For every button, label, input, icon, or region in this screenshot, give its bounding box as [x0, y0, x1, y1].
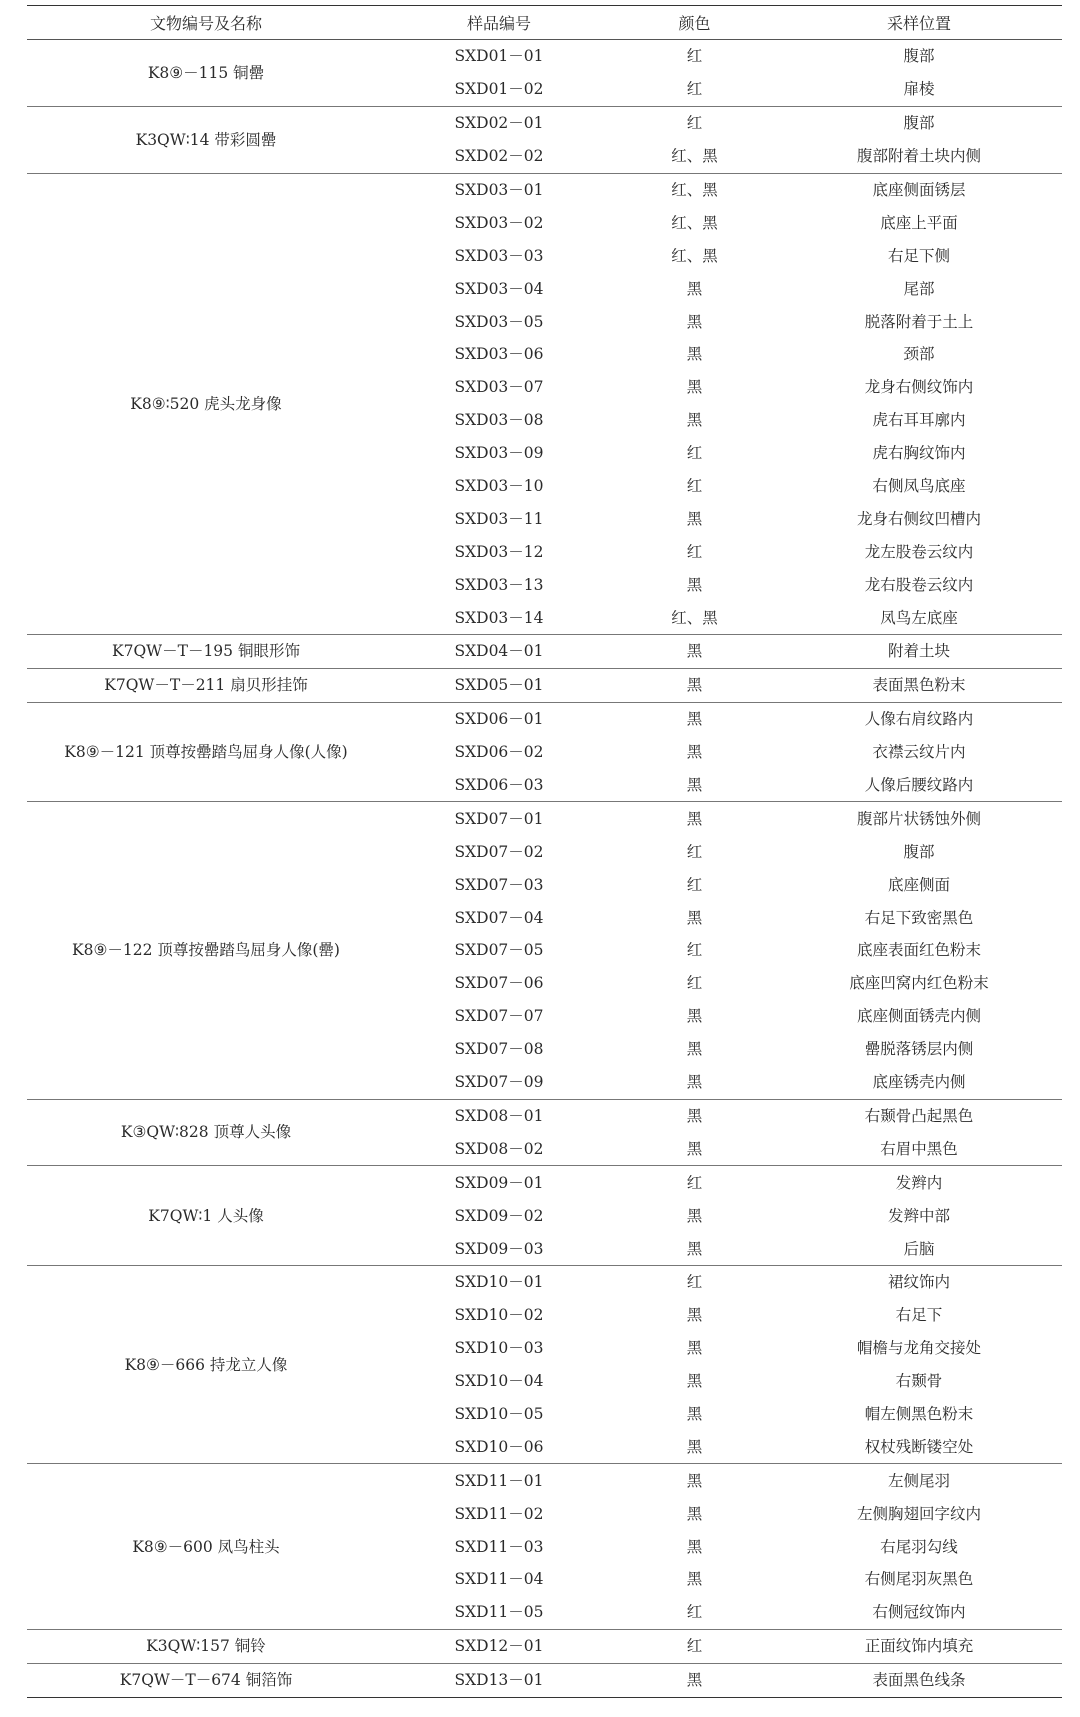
- color-cell: 黑: [686, 1073, 703, 1092]
- sample-id-cell: SXD11－05: [454, 1603, 544, 1622]
- location-cell: 底座侧面锈层: [776, 173, 1062, 206]
- color-cell: 黑: [686, 908, 703, 927]
- color-cell: 黑: [613, 668, 776, 702]
- table-row: [27, 1166, 1062, 1199]
- color-cell: 黑: [686, 1040, 703, 1059]
- location-cell: 右尾羽勾线: [880, 1537, 958, 1556]
- color-cell: 黑: [686, 1007, 703, 1026]
- sample-id-cell: SXD10－06: [454, 1437, 544, 1456]
- sample-id-cell: SXD03－06: [454, 345, 544, 364]
- location-cell: 底座侧面: [887, 875, 950, 894]
- location-cell: 右侧凤鸟底座: [872, 477, 966, 496]
- table-row: [27, 1629, 1062, 1663]
- sample-id-cell: SXD03－01: [385, 173, 613, 206]
- color-cell: 黑: [686, 575, 703, 594]
- table-row: [27, 40, 1062, 73]
- sample-id-cell: SXD01－01: [385, 40, 613, 73]
- color-cell: 红、黑: [671, 246, 718, 265]
- location-cell: 人像后腰纹路内: [864, 776, 974, 795]
- location-cell: 龙左股卷云纹内: [864, 542, 974, 561]
- table-row: [27, 173, 1062, 206]
- color-cell: 红: [686, 875, 703, 894]
- location-cell: 左侧尾羽: [776, 1464, 1062, 1497]
- color-cell: 黑: [686, 1504, 703, 1523]
- sample-id-cell: SXD03－05: [454, 312, 544, 331]
- table-row: [27, 702, 1062, 735]
- location-cell: 裙纹饰内: [776, 1265, 1062, 1298]
- location-cell: 发辫内: [776, 1166, 1062, 1199]
- color-cell: 黑: [686, 776, 703, 795]
- artifact-name-cell: K③QW∶828 顶尊人头像: [27, 1099, 385, 1166]
- color-cell: 黑: [686, 1206, 703, 1225]
- table-body: [27, 40, 1062, 1698]
- color-cell: 黑: [613, 635, 776, 669]
- artifact-name-cell: K8⑨－121 顶尊按罍踏鸟屈身人像(人像): [27, 702, 385, 802]
- location-cell: 左侧胸翅回字纹内: [856, 1504, 981, 1523]
- sample-id-cell: SXD06－02: [454, 743, 544, 762]
- color-cell: 黑: [686, 1372, 703, 1391]
- sample-id-cell: SXD03－02: [454, 213, 544, 232]
- color-cell: 黑: [686, 1239, 703, 1258]
- location-cell: 腹部: [776, 106, 1062, 139]
- location-cell: 脱落附着于土上: [864, 312, 974, 331]
- sample-id-cell: SXD03－13: [454, 575, 544, 594]
- color-cell: 黑: [686, 279, 703, 298]
- table-row: [27, 635, 1062, 669]
- color-cell: 红: [613, 1166, 776, 1199]
- table-row: [27, 668, 1062, 702]
- color-cell: 红: [613, 1629, 776, 1663]
- location-cell: 虎右耳耳廓内: [872, 411, 966, 430]
- sample-id-cell: SXD03－09: [454, 444, 544, 463]
- sample-id-cell: SXD10－02: [454, 1306, 544, 1325]
- color-cell: 红、黑: [671, 213, 718, 232]
- color-cell: 红: [613, 40, 776, 73]
- location-cell: 右颞骨凸起黑色: [776, 1099, 1062, 1132]
- color-cell: 黑: [686, 1139, 703, 1158]
- sample-id-cell: SXD06－01: [385, 702, 613, 735]
- sample-table-wrapper: [27, 5, 1062, 1698]
- sample-id-cell: SXD07－03: [454, 875, 544, 894]
- location-cell: 腹部附着土块内侧: [856, 147, 981, 166]
- color-cell: 黑: [686, 1437, 703, 1456]
- sample-id-cell: SXD07－01: [385, 802, 613, 835]
- color-cell: 黑: [686, 1306, 703, 1325]
- sample-id-cell: SXD11－03: [454, 1537, 544, 1556]
- sample-table: [27, 5, 1062, 1698]
- sample-id-cell: SXD13－01: [385, 1663, 613, 1697]
- sample-id-cell: SXD10－05: [454, 1404, 544, 1423]
- location-cell: 人像右肩纹路内: [776, 702, 1062, 735]
- artifact-name-cell: K8⑨∶520 虎头龙身像: [27, 173, 385, 634]
- sample-id-cell: SXD11－01: [385, 1464, 613, 1497]
- color-cell: 黑: [686, 1404, 703, 1423]
- color-cell: 黑: [613, 702, 776, 735]
- color-cell: 黑: [686, 743, 703, 762]
- color-cell: 黑: [686, 345, 703, 364]
- color-cell: 红: [686, 842, 703, 861]
- color-cell: 黑: [686, 378, 703, 397]
- artifact-name-cell: K3QW∶14 带彩圆罍: [27, 106, 385, 173]
- sample-id-cell: SXD07－04: [454, 908, 544, 927]
- location-cell: 底座表面红色粉末: [856, 941, 981, 960]
- sample-id-cell: SXD07－05: [454, 941, 544, 960]
- location-cell: 扉棱: [903, 80, 935, 99]
- sample-id-cell: SXD02－02: [454, 147, 544, 166]
- sample-id-cell: SXD12－01: [385, 1629, 613, 1663]
- color-cell: 红: [613, 106, 776, 139]
- location-cell: 底座侧面锈壳内侧: [856, 1007, 981, 1026]
- location-cell: 尾部: [903, 279, 935, 298]
- sample-id-cell: SXD07－02: [454, 842, 544, 861]
- location-cell: 龙身右侧纹凹槽内: [856, 509, 981, 528]
- table-header: [27, 6, 1062, 40]
- color-cell: 黑: [613, 802, 776, 835]
- location-cell: 右眉中黑色: [880, 1139, 958, 1158]
- sample-id-cell: SXD06－03: [454, 776, 544, 795]
- sample-id-cell: SXD07－07: [454, 1007, 544, 1026]
- location-cell: 右足下致密黑色: [864, 908, 974, 927]
- location-cell: 底座锈壳内侧: [872, 1073, 966, 1092]
- sample-id-cell: SXD03－04: [454, 279, 544, 298]
- sample-id-cell: SXD07－09: [454, 1073, 544, 1092]
- location-cell: 颈部: [903, 345, 935, 364]
- color-cell: 红、黑: [671, 147, 718, 166]
- location-cell: 底座凹窝内红色粉末: [849, 974, 989, 993]
- location-cell: 衣襟云纹片内: [872, 743, 966, 762]
- location-cell: 罍脱落锈层内侧: [864, 1040, 974, 1059]
- artifact-name-cell: K7QW－T－674 铜箔饰: [27, 1663, 385, 1697]
- sample-id-cell: SXD09－02: [454, 1206, 544, 1225]
- location-cell: 正面纹饰内填充: [776, 1629, 1062, 1663]
- sample-id-cell: SXD04－01: [385, 635, 613, 669]
- color-cell: 黑: [686, 411, 703, 430]
- color-cell: 黑: [686, 509, 703, 528]
- color-cell: 红: [686, 941, 703, 960]
- location-cell: 腹部片状锈蚀外侧: [776, 802, 1062, 835]
- sample-id-cell: SXD09－01: [385, 1166, 613, 1199]
- color-cell: 红: [613, 1265, 776, 1298]
- color-cell: 黑: [613, 1663, 776, 1697]
- location-cell: 龙右股卷云纹内: [864, 575, 974, 594]
- color-cell: 黑: [613, 1464, 776, 1497]
- location-cell: 底座上平面: [880, 213, 958, 232]
- artifact-name-cell: K8⑨－122 顶尊按罍踏鸟屈身人像(罍): [27, 802, 385, 1099]
- sample-id-cell: SXD03－14: [454, 608, 544, 627]
- color-cell: 黑: [686, 1537, 703, 1556]
- location-cell: 右侧尾羽灰黑色: [864, 1570, 974, 1589]
- location-cell: 权杖残断镂空处: [864, 1437, 974, 1456]
- color-cell: 红: [686, 80, 703, 99]
- sample-id-cell: SXD10－01: [385, 1265, 613, 1298]
- location-cell: 后脑: [903, 1239, 935, 1258]
- header-color: 颜色: [613, 6, 776, 40]
- sample-id-cell: SXD09－03: [454, 1239, 544, 1258]
- header-sample-id: 样品编号: [385, 6, 613, 40]
- sample-id-cell: SXD02－01: [385, 106, 613, 139]
- table-row: [27, 1265, 1062, 1298]
- sample-id-cell: SXD03－12: [454, 542, 544, 561]
- sample-id-cell: SXD08－02: [454, 1139, 544, 1158]
- sample-id-cell: SXD07－06: [454, 974, 544, 993]
- location-cell: 右颞骨: [895, 1372, 943, 1391]
- color-cell: 红: [686, 542, 703, 561]
- location-cell: 右侧冠纹饰内: [872, 1603, 966, 1622]
- color-cell: 黑: [686, 1339, 703, 1358]
- color-cell: 红: [686, 974, 703, 993]
- color-cell: 黑: [686, 312, 703, 331]
- location-cell: 表面黑色粉末: [776, 668, 1062, 702]
- sample-id-cell: SXD07－08: [454, 1040, 544, 1059]
- sample-id-cell: SXD08－01: [385, 1099, 613, 1132]
- sample-id-cell: SXD10－03: [454, 1339, 544, 1358]
- location-cell: 龙身右侧纹饰内: [864, 378, 974, 397]
- sample-id-cell: SXD03－11: [454, 509, 544, 528]
- sample-id-cell: SXD03－07: [454, 378, 544, 397]
- sample-id-cell: SXD10－04: [454, 1372, 544, 1391]
- color-cell: 黑: [613, 1099, 776, 1132]
- artifact-name-cell: K7QW－T－211 扇贝形挂饰: [27, 668, 385, 702]
- artifact-name-cell: K8⑨－600 凤鸟柱头: [27, 1464, 385, 1629]
- color-cell: 黑: [686, 1570, 703, 1589]
- artifact-name-cell: K3QW∶157 铜铃: [27, 1629, 385, 1663]
- location-cell: 发辫中部: [887, 1206, 950, 1225]
- sample-id-cell: SXD03－08: [454, 411, 544, 430]
- table-row: [27, 106, 1062, 139]
- location-cell: 腹部: [776, 40, 1062, 73]
- location-cell: 表面黑色线条: [776, 1663, 1062, 1697]
- color-cell: 红: [686, 1603, 703, 1622]
- location-cell: 凤鸟左底座: [880, 608, 958, 627]
- sample-id-cell: SXD03－03: [454, 246, 544, 265]
- color-cell: 红、黑: [613, 173, 776, 206]
- table-row: [27, 1663, 1062, 1697]
- location-cell: 附着土块: [776, 635, 1062, 669]
- location-cell: 腹部: [903, 842, 935, 861]
- location-cell: 帽檐与龙角交接处: [856, 1339, 981, 1358]
- color-cell: 红: [686, 477, 703, 496]
- color-cell: 红: [686, 444, 703, 463]
- artifact-name-cell: K7QW－T－195 铜眼形饰: [27, 635, 385, 669]
- header-location: 采样位置: [776, 6, 1062, 40]
- table-row: [27, 802, 1062, 835]
- header-artifact: 文物编号及名称: [27, 6, 385, 40]
- location-cell: 帽左侧黑色粉末: [864, 1404, 974, 1423]
- artifact-name-cell: K7QW∶1 人头像: [27, 1166, 385, 1266]
- header-row: [27, 6, 1062, 40]
- table-row: [27, 1099, 1062, 1132]
- table-row: [27, 1464, 1062, 1497]
- color-cell: 红、黑: [671, 608, 718, 627]
- sample-id-cell: SXD03－10: [454, 477, 544, 496]
- sample-id-cell: SXD11－02: [454, 1504, 544, 1523]
- artifact-name-cell: K8⑨－666 持龙立人像: [27, 1265, 385, 1463]
- sample-id-cell: SXD11－04: [454, 1570, 544, 1589]
- sample-id-cell: SXD05－01: [385, 668, 613, 702]
- sample-id-cell: SXD01－02: [454, 80, 544, 99]
- artifact-name-cell: K8⑨－115 铜罍: [27, 40, 385, 107]
- location-cell: 虎右胸纹饰内: [872, 444, 966, 463]
- location-cell: 右足下: [895, 1306, 943, 1325]
- location-cell: 右足下侧: [887, 246, 950, 265]
